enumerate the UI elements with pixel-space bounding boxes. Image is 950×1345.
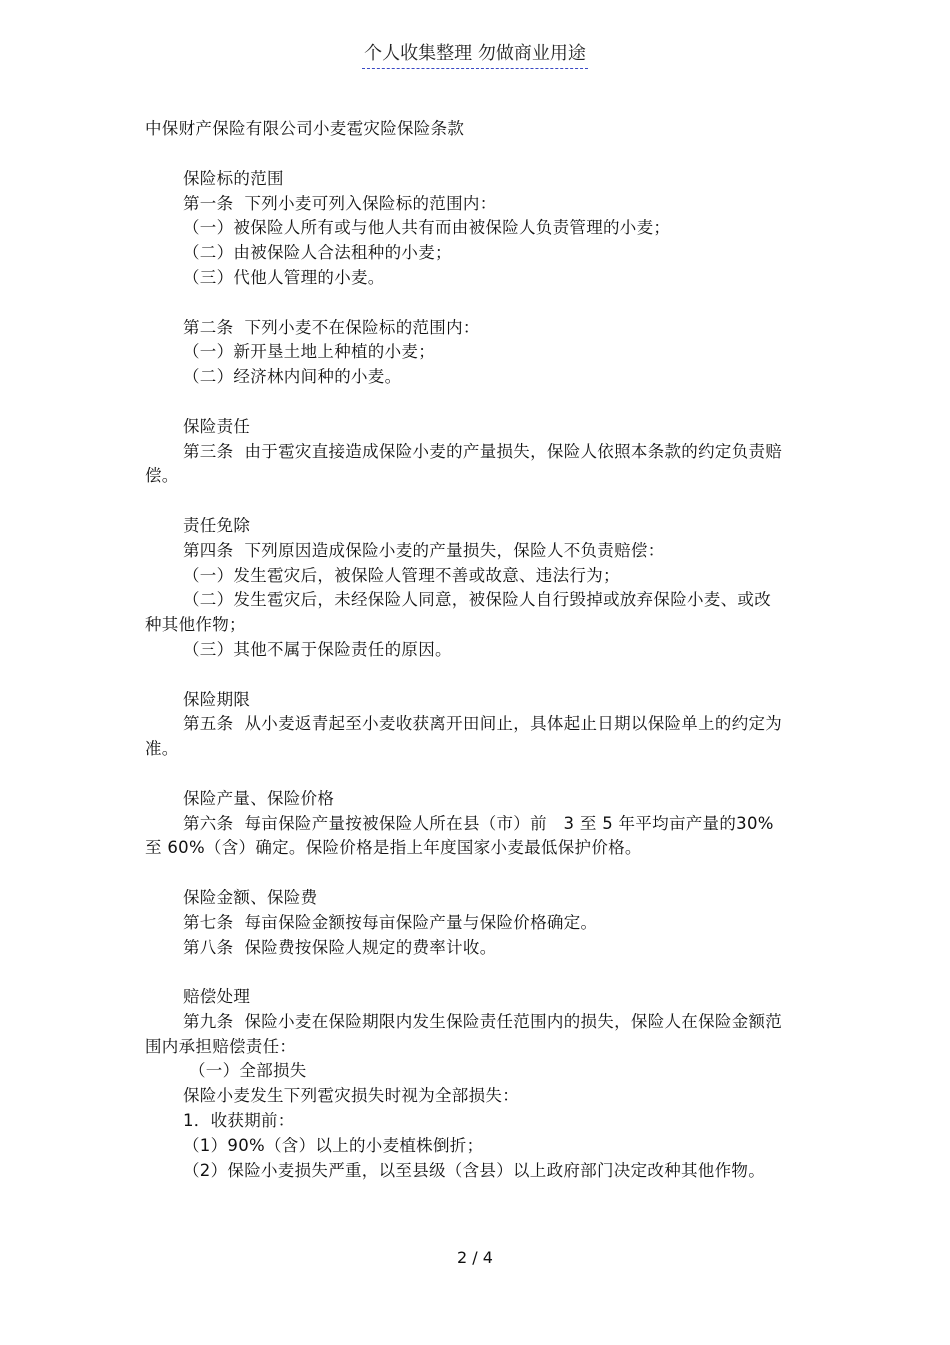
- page-header: [0, 40, 950, 69]
- section-heading: 保险标的范围: [183, 168, 284, 188]
- document-title: 中保财产保险有限公司小麦雹灾险保险条款: [145, 119, 465, 138]
- section-heading: 赔偿处理: [183, 987, 251, 1007]
- clause-line: （一）被保险人所有或与他人共有而由被保险人负责管理的小麦；: [183, 218, 671, 238]
- header-watermark-text: 个人收集整理 勿做商业用途: [362, 40, 588, 69]
- clause-line: （二）由被保险人合法租种的小麦；: [183, 243, 452, 263]
- blank-line: [145, 960, 785, 985]
- section-heading: 责任免除: [183, 515, 251, 535]
- clause-line: 第八条 保险费按保险人规定的费率计收。: [183, 937, 497, 957]
- blank-line: [145, 489, 785, 514]
- clause-line: （1）90%（含）以上的小麦植株倒折；: [183, 1135, 484, 1155]
- clause-line: 1．收获期前：: [183, 1111, 295, 1131]
- blank-line: [145, 762, 785, 787]
- clause-line: 第九条 保险小麦在保险期限内发生保险责任范围内的损失，保险人在保险金额范围内承担赔偿责任：: [145, 1011, 783, 1056]
- clause-line: 第四条 下列原因造成保险小麦的产量损失，保险人不负责赔偿：: [183, 540, 665, 560]
- clause-line: 第一条 下列小麦可列入保险标的范围内：: [183, 193, 497, 213]
- clause-line: （2）保险小麦损失严重，以至县级（含县）以上政府部门决定改种其他作物。: [183, 1160, 765, 1180]
- blank-line: [145, 291, 785, 316]
- page-number: 2 / 4: [457, 1248, 493, 1267]
- clause-line: 第六条 每亩保险产量按被保险人所在县（市）前 3 至 5 年平均亩产量的30%至 60%（含）确定。保险价格是指上年度国家小麦最低保护价格。: [145, 813, 774, 858]
- section-heading: 保险期限: [183, 689, 251, 709]
- section-heading: 保险责任: [183, 416, 251, 436]
- clause-line: 第三条 由于雹灾直接造成保险小麦的产量损失，保险人依照本条款的约定负责赔偿。: [145, 441, 783, 486]
- clause-line: 第五条 从小麦返青起至小麦收获离开田间止，具体起止日期以保险单上的约定为准。: [145, 714, 783, 759]
- clause-line: 第二条 下列小麦不在保险标的范围内：: [183, 317, 480, 337]
- clause-line: （二）经济林内间种的小麦。: [183, 367, 402, 387]
- document-body: [145, 117, 785, 1183]
- clause-line: （一）新开垦土地上种植的小麦；: [183, 342, 435, 362]
- clause-line: 第七条 每亩保险金额按每亩保险产量与保险价格确定。: [183, 912, 598, 932]
- blank-line: [145, 390, 785, 415]
- section-heading: 保险产量、保险价格: [183, 788, 335, 808]
- clause-line: （三）其他不属于保险责任的原因。: [183, 639, 452, 659]
- clause-line: （一）发生雹灾后，被保险人管理不善或故意、违法行为；: [183, 565, 620, 585]
- blank-line: [145, 861, 785, 886]
- blank-line: [145, 663, 785, 688]
- clause-line: （一）全部损失: [189, 1061, 307, 1081]
- section-heading: 保险金额、保险费: [183, 887, 318, 907]
- clause-line: 保险小麦发生下列雹灾损失时视为全部损失：: [183, 1086, 519, 1106]
- clause-line: （三）代他人管理的小麦。: [183, 267, 385, 287]
- clause-line: （二）发生雹灾后，未经保险人同意，被保险人自行毁掉或放弃保险小麦、或改种其他作物；: [145, 590, 771, 635]
